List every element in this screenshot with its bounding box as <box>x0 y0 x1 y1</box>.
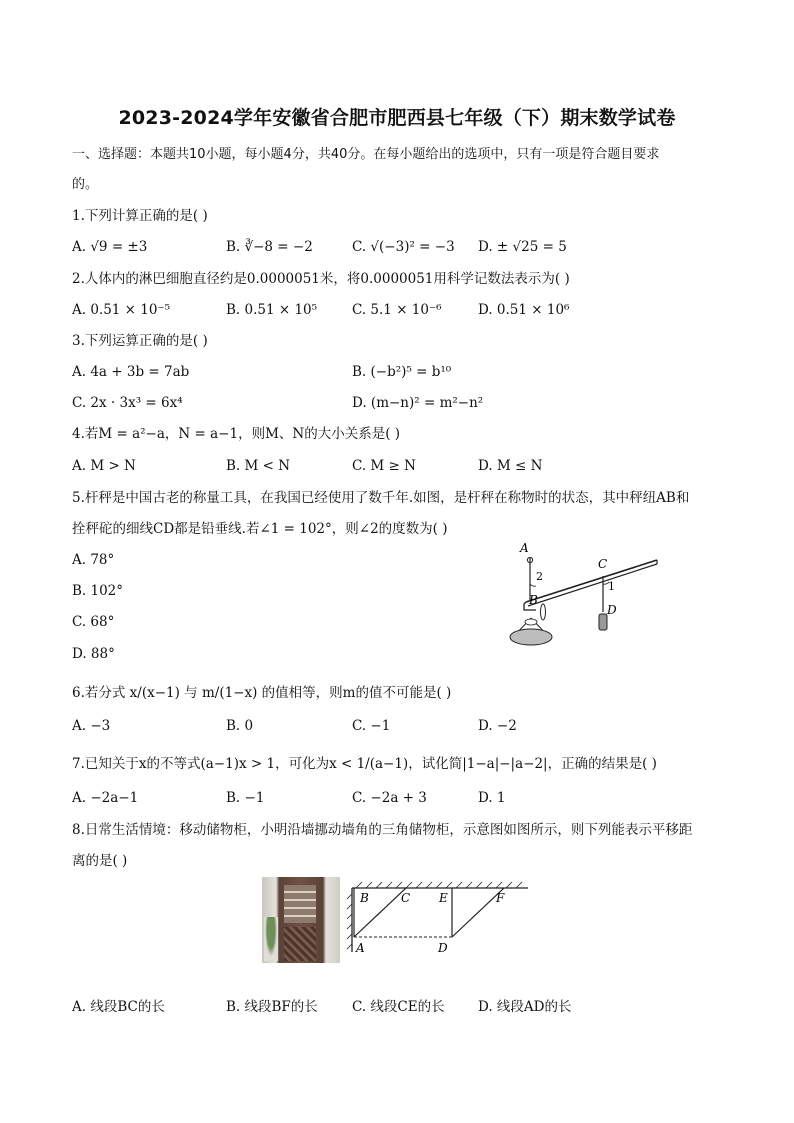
question-7-stem: 7.已知关于x的不等式(a−1)x > 1，可化为x < 1/(a−1)，试化简|1−a|−|a−2|，正确的结果是( ) <box>72 756 657 772</box>
question-8-option-a: A. 线段BC的长 <box>72 999 165 1015</box>
question-1-option-a: A. √9 = ±3 <box>72 239 148 255</box>
question-7-option-c: C. −2a + 3 <box>352 790 427 806</box>
question-8-stem-line1: 8.日常生活情境：移动储物柜，小明沿墙挪动墙角的三角储物柜，示意图如图所示，则下列能表示平移距 <box>72 822 693 838</box>
question-6-option-a: A. −3 <box>72 718 111 734</box>
question-4-option-b: B. M < N <box>226 458 291 474</box>
question-6-option-d: D. −2 <box>478 718 517 734</box>
page-title: 2023-2024学年安徽省合肥市肥西县七年级（下）期末数学试卷 <box>118 107 676 129</box>
question-2-option-d: D. 0.51 × 10⁶ <box>478 302 570 318</box>
question-3-option-c: C. 2x · 3x³ = 6x⁴ <box>72 395 183 411</box>
question-5-option-b: B. 102° <box>72 583 124 599</box>
question-8-option-b: B. 线段BF的长 <box>226 999 318 1015</box>
question-4-option-c: C. M ≥ N <box>352 458 416 474</box>
question-5-option-d: D. 88° <box>72 646 115 662</box>
section-instruction-line1: 一、选择题：本题共10小题，每小题4分，共40分。在每小题给出的选项中，只有一项是符合题目要求 <box>72 147 660 162</box>
cabinet-lower-panel <box>284 927 316 961</box>
figure-label-d: D <box>607 603 617 617</box>
question-7-option-a: A. −2a−1 <box>72 790 139 806</box>
question-2-stem: 2.人体内的淋巴细胞直径约是0.0000051米，将0.0000051用科学记数法表示为( ) <box>72 271 570 287</box>
question-2-option-b: B. 0.51 × 10⁵ <box>226 302 318 318</box>
cabinet-glass-shelves <box>284 885 316 923</box>
question-5-option-c: C. 68° <box>72 614 115 630</box>
question-1-stem: 1.下列计算正确的是( ) <box>72 208 208 224</box>
figure-label-a: A <box>520 541 529 555</box>
figure-label-c: C <box>598 557 608 571</box>
question-2-option-a: A. 0.51 × 10⁻⁵ <box>72 302 171 318</box>
diagram-label-d: D <box>438 941 448 955</box>
cabinet-photo <box>262 877 340 963</box>
question-6-option-b: B. 0 <box>226 718 254 734</box>
figure-label-1: 1 <box>608 580 615 593</box>
question-4-stem: 4.若M = a²−a，N = a−1，则M、N的大小关系是( ) <box>72 426 401 442</box>
question-6-option-c: C. −1 <box>352 718 391 734</box>
diagram-label-b: B <box>360 891 369 905</box>
question-7-option-d: D. 1 <box>478 790 506 806</box>
question-4-option-a: A. M > N <box>72 458 136 474</box>
question-3-option-b: B. (−b²)⁵ = b¹⁰ <box>352 364 452 380</box>
diagram-label-e: E <box>439 891 448 905</box>
section-instruction-line2: 的。 <box>72 177 99 192</box>
question-1-option-d: D. ± √25 = 5 <box>478 239 567 255</box>
question-5-stem-line1: 5.杆秤是中国古老的称量工具，在我国已经使用了数千年.如图，是杆秤在称物时的状态，其中秤纽AB和 <box>72 490 690 506</box>
cabinet-translation-diagram <box>346 880 532 960</box>
question-3-option-d: D. (m−n)² = m²−n² <box>352 395 484 411</box>
question-8-option-c: C. 线段CE的长 <box>352 999 445 1015</box>
question-5-stem-line2: 拴秤砣的细线CD都是铅垂线.若∠1 = 102°，则∠2的度数为( ) <box>72 521 448 537</box>
figure-label-2: 2 <box>536 570 543 583</box>
question-8-stem-line2: 离的是( ) <box>72 853 128 869</box>
plant-image-detail <box>264 917 278 961</box>
diagram-label-a: A <box>356 941 365 955</box>
question-1-option-b: B. ∛−8 = −2 <box>226 239 313 255</box>
question-2-option-c: C. 5.1 × 10⁻⁶ <box>352 302 442 318</box>
question-3-option-a: A. 4a + 3b = 7ab <box>72 364 190 380</box>
question-7-option-b: B. −1 <box>226 790 265 806</box>
question-1-option-c: C. √(−3)² = −3 <box>352 239 455 255</box>
question-3-stem: 3.下列运算正确的是( ) <box>72 333 208 349</box>
question-8-option-d: D. 线段AD的长 <box>478 999 572 1015</box>
question-4-option-d: D. M ≤ N <box>478 458 543 474</box>
question-6-stem: 6.若分式 x/(x−1) 与 m/(1−x) 的值相等，则m的值不可能是( ) <box>72 685 452 701</box>
diagram-label-f: F <box>496 891 505 905</box>
diagram-label-c: C <box>401 891 411 905</box>
question-5-option-a: A. 78° <box>72 552 115 568</box>
figure-label-b: B <box>529 593 538 607</box>
steelyard-figure <box>500 538 665 656</box>
